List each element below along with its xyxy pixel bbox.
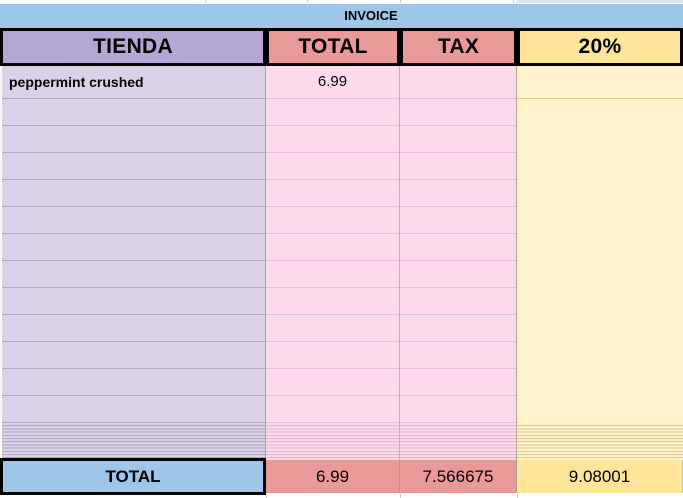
compressed-rows-tienda[interactable] — [2, 423, 265, 460]
compressed-rows-total[interactable] — [266, 423, 399, 460]
item-tax-cell[interactable] — [400, 66, 516, 99]
top-gridline-strip — [0, 0, 683, 4]
header-row — [0, 28, 683, 66]
column-total — [266, 66, 400, 460]
adjacent-cell-fragment — [517, 0, 683, 3]
gridline — [266, 494, 267, 498]
gridline — [307, 0, 308, 3]
column-tienda — [0, 66, 266, 460]
column-header-tax-label: TAX — [437, 35, 480, 58]
column-tax — [400, 66, 517, 460]
table-body — [0, 66, 683, 460]
column-rate — [517, 66, 683, 460]
column-header-rate-label: 20% — [578, 35, 622, 58]
summary-tax-value-cell[interactable]: 7.566675 — [400, 460, 517, 493]
column-header-total[interactable] — [266, 28, 400, 66]
column-header-tienda[interactable] — [0, 28, 266, 66]
gridline — [517, 494, 518, 498]
summary-row — [0, 460, 683, 494]
item-rate-cell[interactable] — [517, 66, 683, 99]
item-name-cell[interactable]: peppermint crushed — [2, 66, 265, 99]
column-header-tax[interactable] — [400, 28, 517, 66]
gridline — [205, 0, 206, 3]
empty-rows-tax[interactable] — [400, 99, 516, 423]
column-header-total-label: TOTAL — [298, 35, 368, 58]
column-header-rate[interactable] — [517, 28, 683, 66]
invoice-banner-cell[interactable] — [0, 4, 683, 28]
summary-total-label: TOTAL — [105, 466, 161, 486]
empty-rows-tienda[interactable] — [2, 99, 265, 423]
merged-area-rate[interactable] — [517, 99, 683, 423]
item-total-cell[interactable]: 6.99 — [266, 66, 399, 99]
gridline — [513, 0, 514, 3]
summary-rate-value-cell[interactable]: 9.08001 — [517, 460, 683, 493]
compressed-rows-tax[interactable] — [400, 423, 516, 460]
compressed-rows-rate[interactable] — [517, 423, 683, 460]
summary-total-value-cell[interactable]: 6.99 — [266, 460, 400, 493]
gridline — [400, 0, 401, 3]
invoice-title: INVOICE — [344, 8, 398, 23]
column-header-tienda-label: TIENDA — [93, 35, 173, 58]
empty-rows-total[interactable] — [266, 99, 399, 423]
summary-total-label-cell[interactable] — [0, 458, 266, 495]
gridline — [400, 494, 401, 498]
